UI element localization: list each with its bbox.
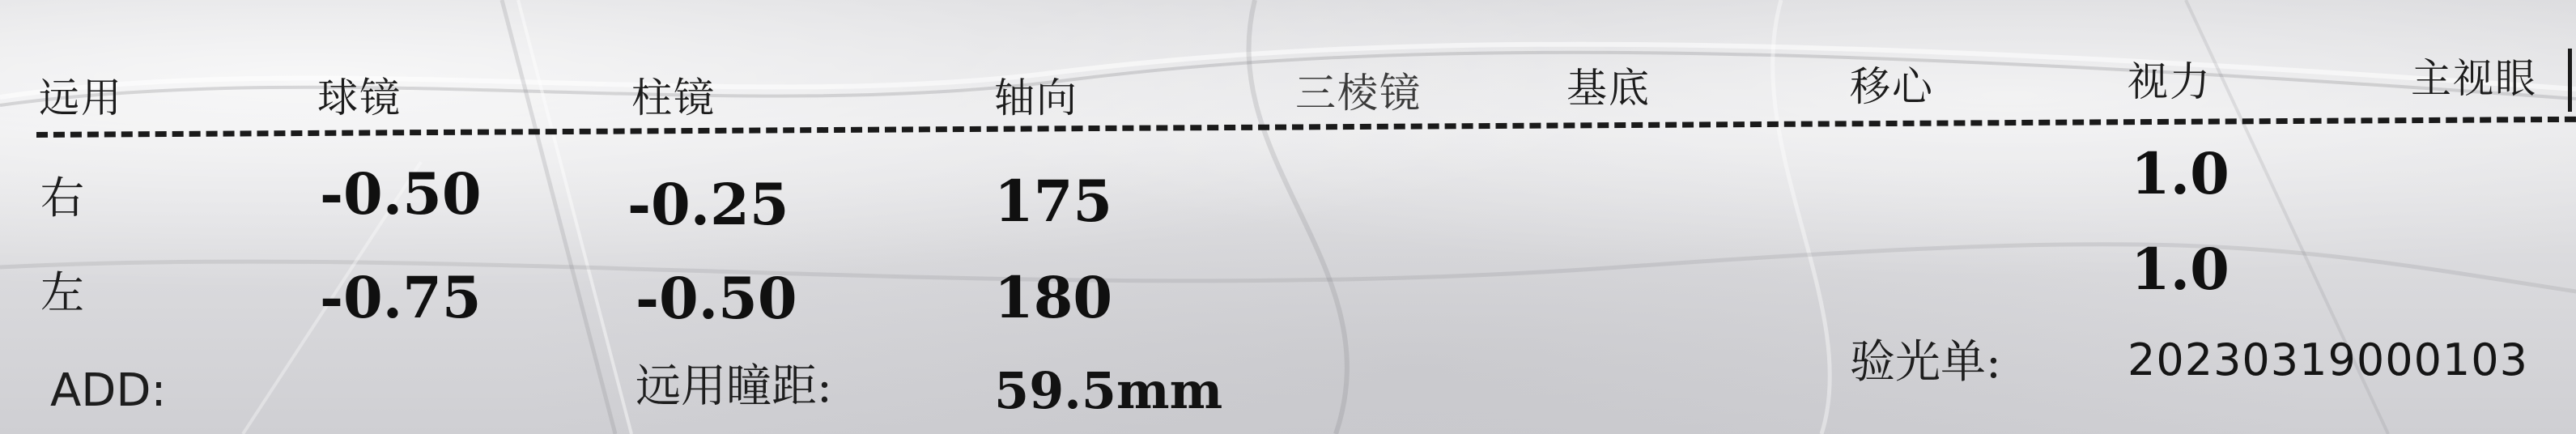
add-label: ADD: xyxy=(50,364,167,417)
order-number: 20230319000103 xyxy=(2128,334,2528,385)
right-cylinder-value: -0.25 xyxy=(627,171,789,238)
header-cylinder: 柱镜 xyxy=(631,74,716,121)
header-base: 基底 xyxy=(1566,65,1651,112)
right-edge-mark xyxy=(2568,49,2572,112)
right-sphere-value: -0.50 xyxy=(320,160,482,228)
order-label: 验光单: xyxy=(1850,336,2001,389)
left-sphere-value: -0.75 xyxy=(320,264,482,331)
right-axis-value: 175 xyxy=(994,168,1113,235)
header-axis: 轴向 xyxy=(994,74,1078,121)
header-distance: 远用 xyxy=(39,74,123,121)
row-eye-right: 右 xyxy=(40,172,84,223)
left-cylinder-value: -0.50 xyxy=(635,265,797,332)
pd-label: 远用瞳距: xyxy=(635,360,832,413)
header-decentration: 移心 xyxy=(1850,63,1934,110)
right-visual-acuity-value: 1.0 xyxy=(2131,140,2230,207)
header-visual-acuity: 视力 xyxy=(2128,58,2212,105)
pd-value: 59.5mm xyxy=(994,361,1223,420)
header-dominant-eye: 主视眼 xyxy=(2411,55,2537,102)
left-axis-value: 180 xyxy=(994,264,1113,331)
header-prism: 三棱镜 xyxy=(1295,70,1422,117)
row-eye-left: 左 xyxy=(40,267,84,318)
left-visual-acuity-value: 1.0 xyxy=(2131,236,2230,303)
header-sphere: 球镜 xyxy=(317,74,402,121)
